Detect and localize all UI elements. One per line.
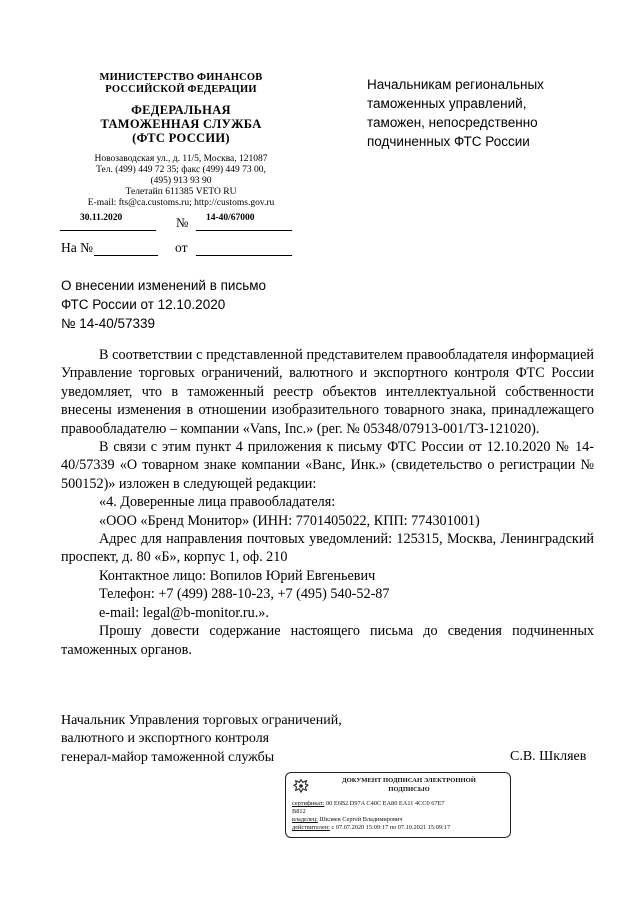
stamp-title: ДОКУМЕНТ ПОДПИСАН ЭЛЕКТРОННОЙ ПОДПИСЬЮ xyxy=(342,777,476,793)
body-paragraph-6: Контактное лицо: Вопилов Юрий Евгеньевич xyxy=(99,567,376,584)
letter-subject: О внесении изменений в письмо ФТС России от 12.10.2020 № 14-40/57339 xyxy=(61,278,267,331)
stamp-certificate: сертификат: 00 E6B2 D97A C40C EA80 EA11 4CC0 67E7 xyxy=(292,800,445,807)
body-paragraph-4: «ООО «Бренд Монитор» (ИНН: 7701405022, КПП: 774301001) xyxy=(99,512,480,529)
service-address: Новозаводская ул., д. 11/5, Москва, 121087 xyxy=(94,154,268,164)
stamp-owner: владелец: Шкляев Сергей Владимирович xyxy=(292,816,403,823)
e-signature-stamp xyxy=(285,772,511,838)
reference-number-label: На № xyxy=(61,240,93,255)
letter-body xyxy=(61,346,594,659)
signer-name: С.В. Шкляев xyxy=(510,749,587,764)
body-paragraph-2: В связи с этим пункт 4 приложения к письму ФТС России от 12.10.2020 № 14-40/57339 «О товарном знаке компании «Ванс, Инк.» (свидетельство о регистрации № 500152)» изложен в следующей редакции: xyxy=(61,439,594,492)
body-paragraph-3: «4. Доверенные лица правообладателя: xyxy=(99,494,336,511)
service-phone: Тел. (499) 449 72 35; факс (499) 449 73 00, xyxy=(96,165,266,175)
stamp-validity: действителен: с 07.07.2020 15:09:17 по 07.10.2021 15:09:17 xyxy=(292,824,451,831)
number-underline xyxy=(196,230,292,231)
service-name: ФЕДЕРАЛЬНАЯ ТАМОЖЕННАЯ СЛУЖБА (ФТС РОССИИ) xyxy=(100,103,262,145)
registration-date: 30.11.2020 xyxy=(80,213,123,223)
reference-date-label: от xyxy=(175,240,188,255)
body-paragraph-1: В соответствии с представленной представителем правообладателя информацией Управление торговых ограничений, валютного и экспортного контроля ФТС России уведомляет, что в таможенный реестр объектов интеллектуальной собственности внесены изменения в отношении изобразительного товарного знака, принадлежащего правообладателю – компании «Vans, Inc.» (рег. № 05348/07913-001/ТЗ-121020). xyxy=(61,347,594,437)
letterhead xyxy=(58,72,304,209)
service-email: E-mail: fts@ca.customs.ru; http://customs.gov.ru xyxy=(87,198,275,208)
registration-number: 14-40/67000 xyxy=(206,213,255,223)
body-paragraph-9: Прошу довести содержание настоящего письма до сведения подчиненных таможенных органов. xyxy=(61,623,594,658)
ministry-name: МИНИСТЕРСТВО ФИНАНСОВ РОССИЙСКОЙ ФЕДЕРАЦИИ xyxy=(99,72,263,95)
body-paragraph-5: Адрес для направления почтовых уведомлений: 125315, Москва, Ленинградский проспект, д. 80 «Б», корпус 1, оф. 210 xyxy=(61,531,594,566)
reference-number-underline xyxy=(94,255,158,256)
registration-number-label: № xyxy=(176,215,189,230)
body-paragraph-8: e-mail: legal@b-monitor.ru.». xyxy=(99,604,269,621)
stamp-certificate-cont: B812 xyxy=(292,808,306,815)
date-underline xyxy=(60,230,156,231)
reference-date-underline xyxy=(196,255,292,256)
signatory-title: Начальник Управления торговых ограничений, валютного и экспортного контроля генерал-майор таможенной службы xyxy=(61,713,342,765)
addressee: Начальникам региональных таможенных управлений, таможен, непосредственно подчиненных ФТС России xyxy=(367,77,544,149)
double-headed-eagle-icon xyxy=(292,777,310,795)
service-phone-2: (495) 913 93 90 xyxy=(150,176,212,186)
service-telex: Телетайп 611385 VETO RU xyxy=(125,187,237,197)
body-paragraph-7: Телефон: +7 (499) 288-10-23, +7 (495) 540-52-87 xyxy=(99,586,390,603)
stamp-details xyxy=(292,800,506,832)
service-contacts xyxy=(58,154,304,209)
